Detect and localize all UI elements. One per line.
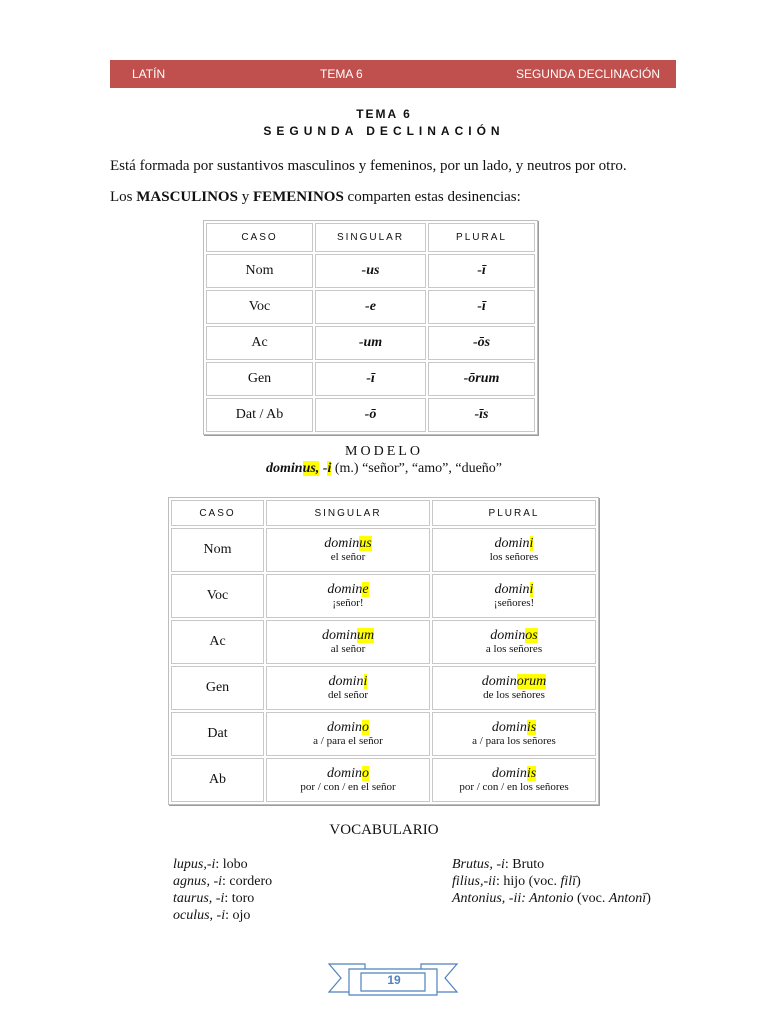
form-stem: domin (490, 628, 526, 643)
endings-case: Gen (206, 362, 313, 396)
form-stem: domin (481, 674, 517, 689)
vocab-latin: filius,-ii (452, 874, 496, 889)
endings-table (203, 220, 538, 435)
endings-plural: -ī (428, 254, 535, 288)
endings-case: Voc (206, 290, 313, 324)
vocab-extra-pre: (voc. (576, 891, 609, 906)
form-translation: el señor (330, 551, 366, 563)
model-case: Dat (171, 712, 264, 756)
vocab-separator: : (224, 891, 232, 906)
vocab-separator: : (504, 857, 513, 872)
form-ending: um (356, 628, 375, 643)
form-stem: domin (321, 628, 357, 643)
lemma-gloss: (m.) “señor”, “amo”, “dueño” (331, 461, 502, 476)
endings-singular: -e (315, 290, 426, 324)
vocab-separator: : (225, 908, 233, 923)
model-singular-cell (266, 574, 430, 618)
modelo-lemma (0, 461, 768, 477)
form-translation: los señores (489, 551, 539, 563)
endings-plural: -ī (428, 290, 535, 324)
form-ending: i (529, 536, 534, 551)
vocab-spanish: cordero (229, 874, 273, 889)
model-case: Ac (171, 620, 264, 664)
endings-case: Ac (206, 326, 313, 360)
header-topic: SEGUNDA DECLINACIÓN (515, 67, 660, 81)
vocab-latin: taurus, -i (173, 891, 225, 906)
vocab-spanish: hijo (503, 874, 526, 889)
model-header-caso: CASO (171, 500, 264, 526)
page-title: TEMA 6 (356, 107, 412, 121)
page-subtitle: SEGUNDA DECLINACIÓN (263, 124, 505, 138)
model-singular-cell (266, 528, 430, 572)
p2-masculinos: MASCULINOS (136, 189, 238, 205)
form-ending: orum (516, 674, 547, 689)
page-number: 19 (387, 973, 401, 987)
vocab-separator: : (222, 874, 230, 889)
model-plural-cell (432, 574, 596, 618)
vocab-spanish: toro (231, 891, 255, 906)
form-translation: ¡señores! (493, 597, 535, 609)
model-case: Ab (171, 758, 264, 802)
vocab-entry (452, 873, 651, 890)
form-stem: domin (491, 720, 527, 735)
form-ending: is (526, 720, 537, 735)
p2-femeninos: FEMENINOS (252, 189, 344, 205)
endings-plural: -īs (428, 398, 535, 432)
endings-header-caso: CASO (206, 223, 313, 252)
vocab-extra-italic: Antonī (608, 891, 647, 906)
model-case: Gen (171, 666, 264, 710)
form-translation: a / para el señor (313, 735, 383, 747)
form-translation: por / con / en el señor (300, 781, 396, 793)
vocab-latin: Antonius, -ii: Antonio (452, 891, 574, 906)
vocab-extra-pre: (voc. (525, 874, 561, 889)
form-translation: de los señores (483, 689, 545, 701)
endings-case: Nom (206, 254, 313, 288)
intro-paragraph: Está formada por sustantivos masculinos y femeninos, por un lado, y neutros por otro. (110, 158, 627, 174)
endings-singular: -ī (315, 362, 426, 396)
header-bar (110, 60, 676, 88)
vocab-entry (173, 856, 272, 873)
form-translation: por / con / en los señores (459, 781, 569, 793)
form-translation: al señor (330, 643, 366, 655)
form-ending: us (359, 536, 372, 551)
model-plural-cell (432, 620, 596, 664)
form-stem: domin (328, 674, 364, 689)
model-plural-cell (432, 712, 596, 756)
form-ending: i (363, 674, 368, 689)
vocab-spanish: ojo (232, 908, 251, 923)
model-singular-cell (266, 666, 430, 710)
vocab-latin: agnus, -i (173, 874, 222, 889)
vocab-separator: : (215, 857, 223, 872)
model-header-singular: SINGULAR (266, 500, 430, 526)
model-case: Voc (171, 574, 264, 618)
form-stem: domin (327, 766, 362, 781)
endings-plural: -ōrum (428, 362, 535, 396)
model-singular-cell (266, 758, 430, 802)
vocab-separator: : (495, 874, 504, 889)
form-stem: domin (491, 766, 527, 781)
vocab-latin: oculus, -i (173, 908, 226, 923)
vocab-latin: Brutus, -i (452, 857, 505, 872)
vocabulary-left-column (173, 856, 272, 924)
model-header-plural: PLURAL (432, 500, 596, 526)
endings-singular: -ō (315, 398, 426, 432)
vocabulary-title: VOCABULARIO (329, 822, 439, 838)
model-singular-cell (266, 712, 430, 756)
p2-post: comparten estas desinencias: (343, 189, 521, 205)
endings-plural: -ōs (428, 326, 535, 360)
form-ending: os (525, 628, 538, 643)
vocab-extra-post: ) (576, 874, 581, 889)
endings-singular: -um (315, 326, 426, 360)
model-plural-cell (432, 528, 596, 572)
vocab-extra-post: ) (646, 891, 651, 906)
endings-case: Dat / Ab (206, 398, 313, 432)
vocab-entry (452, 856, 651, 873)
p2-pre: Los (110, 189, 137, 205)
intro-paragraph-2 (110, 189, 521, 206)
form-stem: domin (324, 536, 360, 551)
form-translation: a / para los señores (472, 735, 556, 747)
model-table (168, 497, 599, 805)
form-translation: ¡señor! (332, 597, 364, 609)
model-case: Nom (171, 528, 264, 572)
form-stem: domin (494, 582, 530, 597)
vocab-extra-italic: filī (560, 874, 577, 889)
vocab-spanish: Bruto (512, 857, 545, 872)
model-singular-cell (266, 620, 430, 664)
lemma-ending: us, (302, 461, 320, 476)
lemma-gen-ending: i (327, 461, 332, 476)
form-ending: o (362, 766, 369, 781)
vocab-entry (173, 873, 272, 890)
endings-header-plural: PLURAL (428, 223, 535, 252)
form-stem: domin (327, 720, 362, 735)
form-ending: e (362, 582, 369, 597)
lemma-stem: domin (265, 461, 303, 476)
model-plural-cell (432, 666, 596, 710)
form-ending: is (526, 766, 537, 781)
form-stem: domin (327, 582, 363, 597)
header-subject: LATÍN (132, 67, 166, 81)
vocab-entry (452, 890, 651, 907)
form-translation: a los señores (485, 643, 543, 655)
endings-singular: -us (315, 254, 426, 288)
vocab-entry (173, 907, 272, 924)
modelo-title: MODELO (345, 444, 423, 459)
form-ending: o (362, 720, 369, 735)
form-ending: i (529, 582, 534, 597)
lemma-gen-dash: - (319, 461, 328, 476)
endings-header-singular: SINGULAR (315, 223, 426, 252)
model-plural-cell (432, 758, 596, 802)
form-stem: domin (494, 536, 530, 551)
vocab-entry (173, 890, 272, 907)
vocab-spanish: lobo (222, 857, 248, 872)
header-tema: TEMA 6 (320, 67, 363, 81)
p2-mid: y (237, 189, 253, 205)
vocab-latin: lupus,-i (173, 857, 216, 872)
form-translation: del señor (327, 689, 368, 701)
vocabulary-right-column (452, 856, 651, 907)
